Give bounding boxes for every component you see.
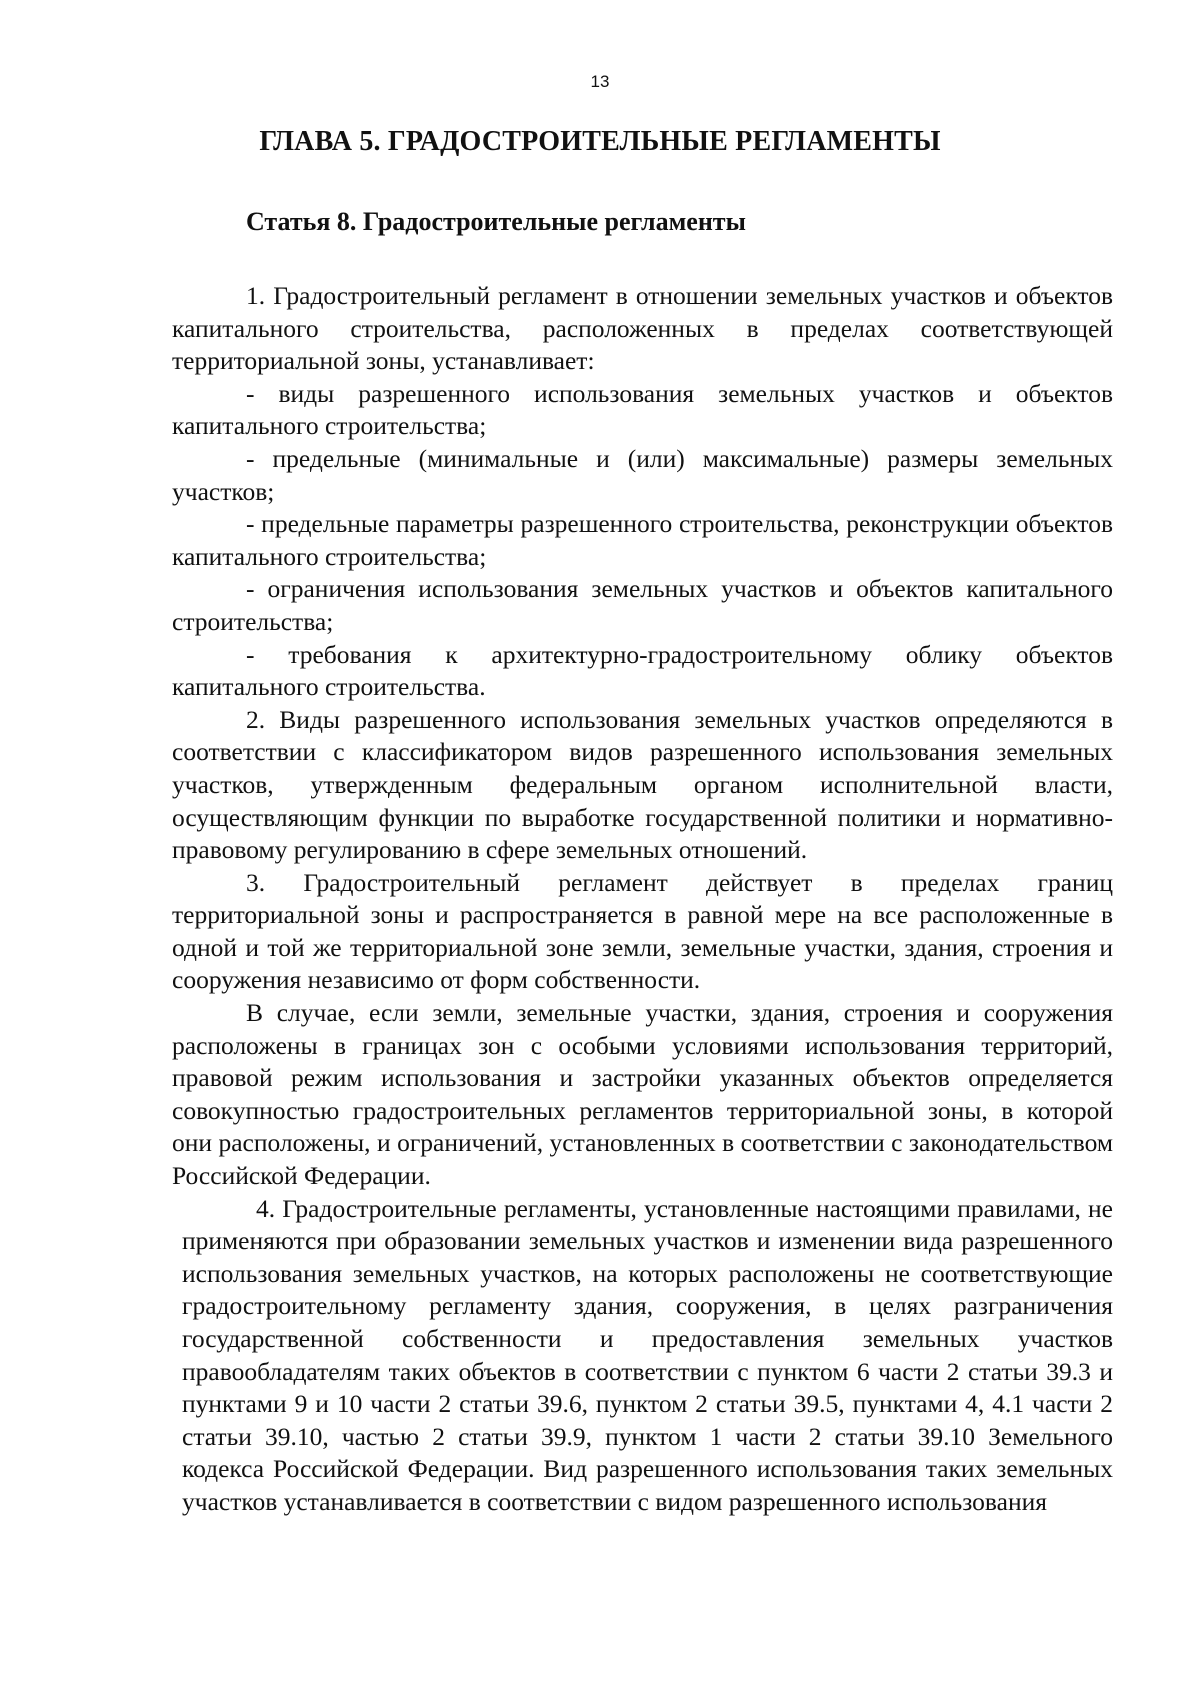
paragraph-3: 3. Градостроительный регламент действует в пределах границ территориальной зоны и распространяется в равной мере на все расположенные в одной и той же территориальной зоне земли, земельные участки, здания, строения и сооружения независимо от форм собственности. xyxy=(172,867,1113,995)
paragraph-4: 4. Градостроительные регламенты, установленные настоящими правилами, не применяются при образовании земельных участков и изменении вида разрешенного использования земельных участков, на которых расположены не соответствующие градостроительному регламенту здания, сооружения, в целях разграничения государственной собственности и предоставления земельных участков правообладателям таких объектов в соответствии с пунктом 6 части 2 статьи 39.3 и пунктами 9 и 10 части 2 статьи 39.6, пунктом 2 статьи 39.5, пунктами 4, 4.1 части 2 статьи 39.10, частью 2 статьи 39.9, пунктом 1 части 2 статьи 39.10 Земельного кодекса Российской Федерации. Вид разрешенного использования таких земельных участков устанавливается в соответствии с видом разрешенного использования xyxy=(182,1193,1113,1516)
paragraph-2: 2. Виды разрешенного использования земельных участков определяются в соответствии с классификатором видов разрешенного использования земельных участков, утвержденным федеральным органом исполнительной власти, осуществляющим функции по выработке государственной политики и нормативно-правовому регулированию в сфере земельных отношений. xyxy=(172,704,1113,865)
chapter-title: ГЛАВА 5. ГРАДОСТРОИТЕЛЬНЫЕ РЕГЛАМЕНТЫ xyxy=(259,126,941,157)
article-title: Статья 8. Градостроительные регламенты xyxy=(246,207,746,236)
paragraph-1: 1. Градостроительный регламент в отношении земельных участков и объектов капитального строительства, расположенных в пределах соответствующей территориальной зоны, устанавливает: xyxy=(172,281,1113,376)
article-body xyxy=(172,280,1113,1519)
list-item-permitted-uses: - виды разрешенного использования земельных участков и объектов капитального строительства; xyxy=(172,378,1113,441)
page-number: 13 xyxy=(590,72,610,91)
list-item-construction-parameters: - предельные параметры разрешенного строительства, реконструкции объектов капитального строительства; xyxy=(172,509,1113,571)
list-item-plot-sizes: - предельные (минимальные и (или) максимальные) размеры земельных участков; xyxy=(172,443,1113,506)
paragraph-3-continuation: В случае, если земли, земельные участки, здания, строения и сооружения расположены в границах зон с особыми условиями использования территорий, правовой режим использования и застройки указанных объектов определяется совокупностью градостроительных регламентов территориальной зоны, в которой они расположены, и ограничений, установленных в соответствии с законодательством Российской Федерации. xyxy=(172,998,1113,1191)
list-item-use-restrictions: - ограничения использования земельных участков и объектов капитального строительства; xyxy=(172,574,1113,636)
list-item-architectural-requirements: - требования к архитектурно-градостроительному облику объектов капитального строительства. xyxy=(172,639,1113,702)
